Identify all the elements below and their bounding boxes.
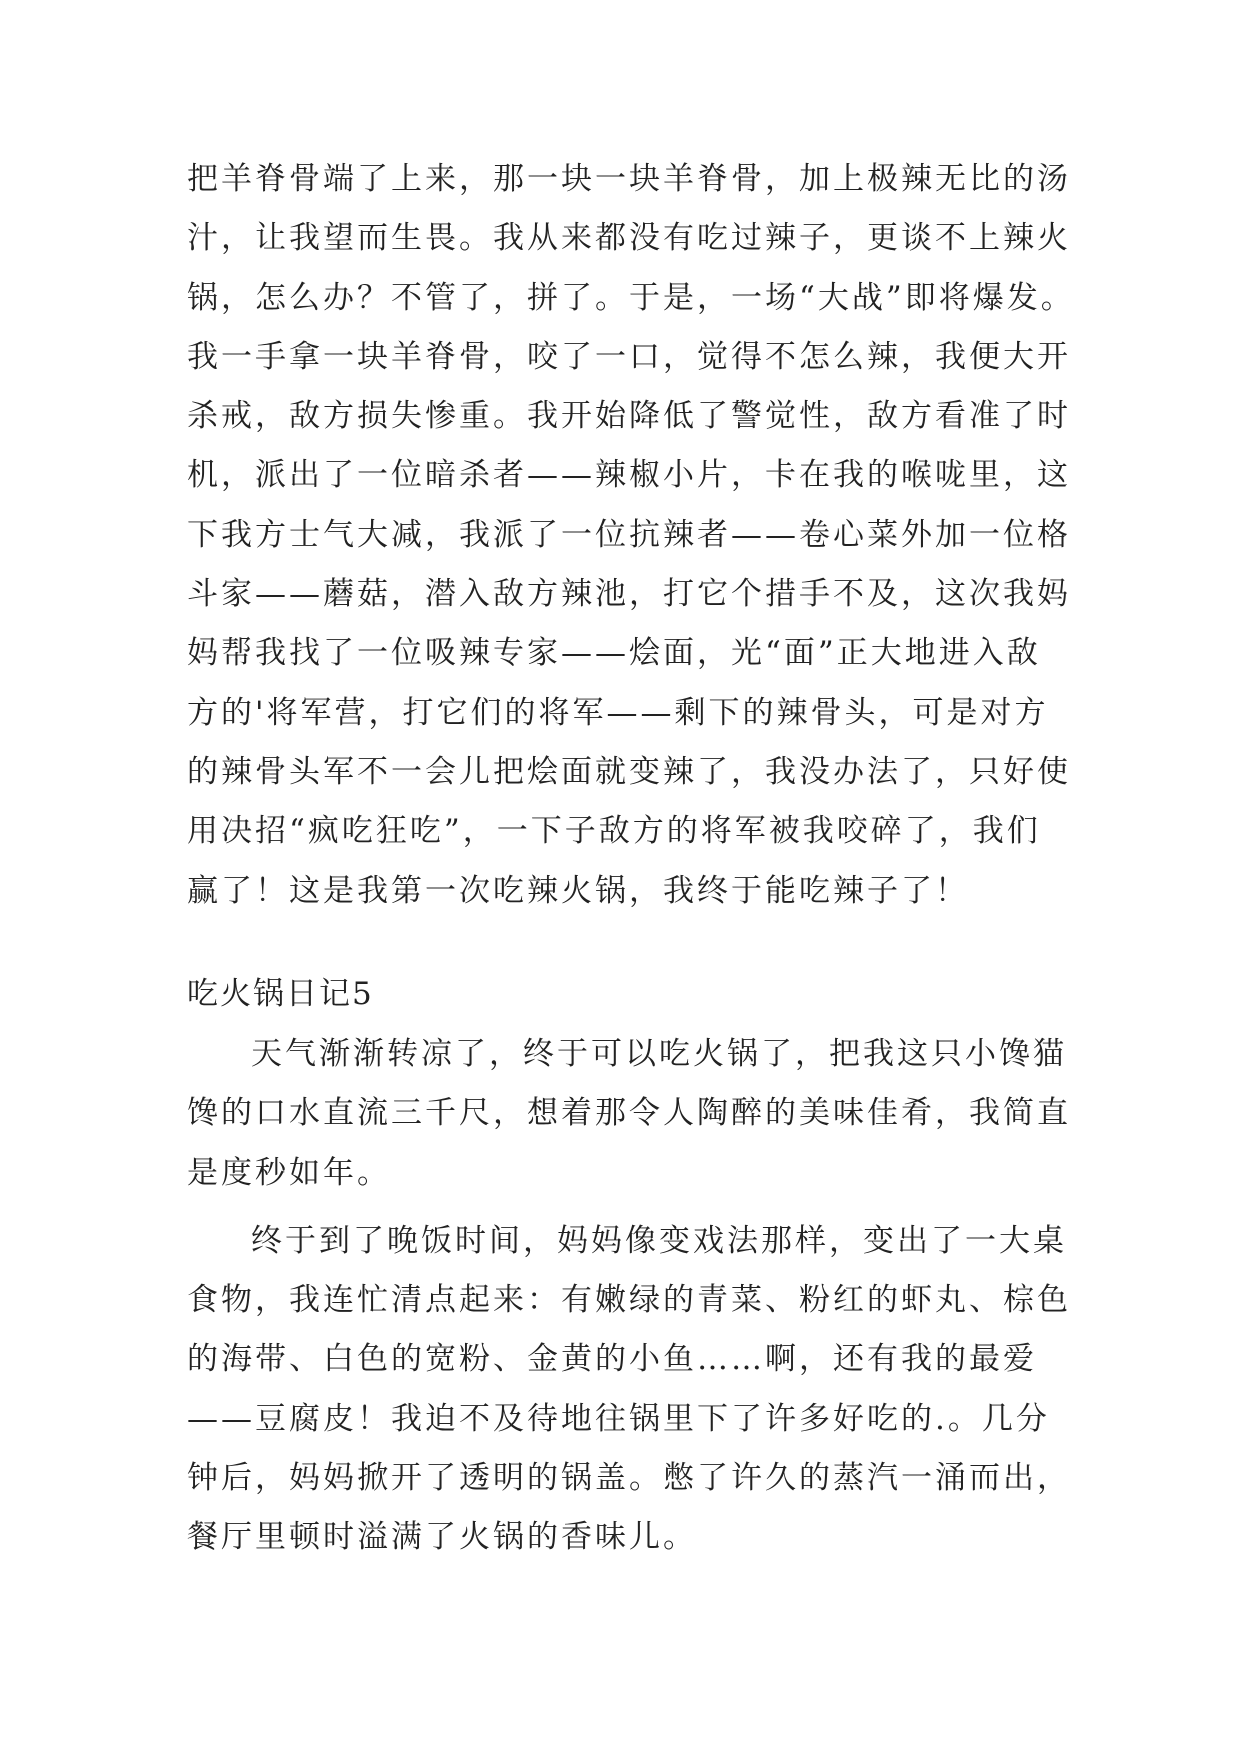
text-line: 的辣骨头军不一会儿把烩面就变辣了，我没办法了，只好使 [187,753,1071,790]
paragraph [187,1212,1071,1568]
text-line: 妈帮我找了一位吸辣专家——烩面，光“面”正大地进入敌 [187,635,1041,672]
paragraph-gap [187,1203,1067,1212]
essay-section-5 [187,1025,1071,1568]
text-line: 用决招“疯吃狂吃”，一下子敌方的将军被我咬碎了，我们 [187,813,1041,850]
text-line: 的海带、白色的宽粉、金黄的小鱼……啊，还有我的最爱 [187,1341,1037,1378]
text-line: 钟后，妈妈掀开了透明的锅盖。憋了许久的蒸汽一涌而出， [187,1460,1071,1497]
text-line: 方的'将军营，打它们的将军——剩下的辣骨头，可是对方 [187,694,1049,731]
section-heading: 吃火锅日记5 [187,976,374,1012]
text-line: 斗家——蘑菇，潜入敌方辣池，打它个措手不及，这次我妈 [187,576,1071,613]
essay-continuation [187,150,1075,921]
text-line: 把羊脊骨端了上来，那一块一块羊脊骨，加上极辣无比的汤 [187,161,1071,197]
text-line: 天气渐渐转凉了，终于可以吃火锅了，把我这只小馋猫 [251,1036,1067,1072]
text-line: 终于到了晚饭时间，妈妈像变戏法那样，变出了一大桌 [251,1222,1067,1259]
text-line: 机，派出了一位暗杀者——辣椒小片，卡在我的喉咙里，这 [187,457,1071,494]
text-line: 是度秒如年。 [187,1154,391,1191]
paragraph [187,1025,1071,1203]
text-line: 我一手拿一块羊脊骨，咬了一口，觉得不怎么辣，我便大开 [187,338,1071,375]
text-line: 锅，怎么办？不管了，拼了。于是，一场“大战”即将爆发。 [187,279,1075,316]
text-line: 馋的口水直流三千尺，想着那令人陶醉的美味佳肴，我简直 [187,1095,1071,1132]
text-line: 汁，让我望而生畏。我从来都没有吃过辣子，更谈不上辣火 [187,220,1071,257]
text-line: 赢了！这是我第一次吃辣火锅，我终于能吃辣子了！ [187,872,969,909]
text-line: 下我方士气大减，我派了一位抗辣者——卷心菜外加一位格 [187,516,1071,553]
text-line: ——豆腐皮！我迫不及待地往锅里下了许多好吃的.。几分 [187,1400,1050,1437]
text-line: 食物，我连忙清点起来：有嫩绿的青菜、粉红的虾丸、棕色 [187,1282,1071,1319]
text-line: 杀戒，敌方损失惨重。我开始降低了警觉性，敌方看准了时 [187,398,1071,435]
text-line: 餐厅里顿时溢满了火锅的香味儿。 [187,1519,697,1556]
